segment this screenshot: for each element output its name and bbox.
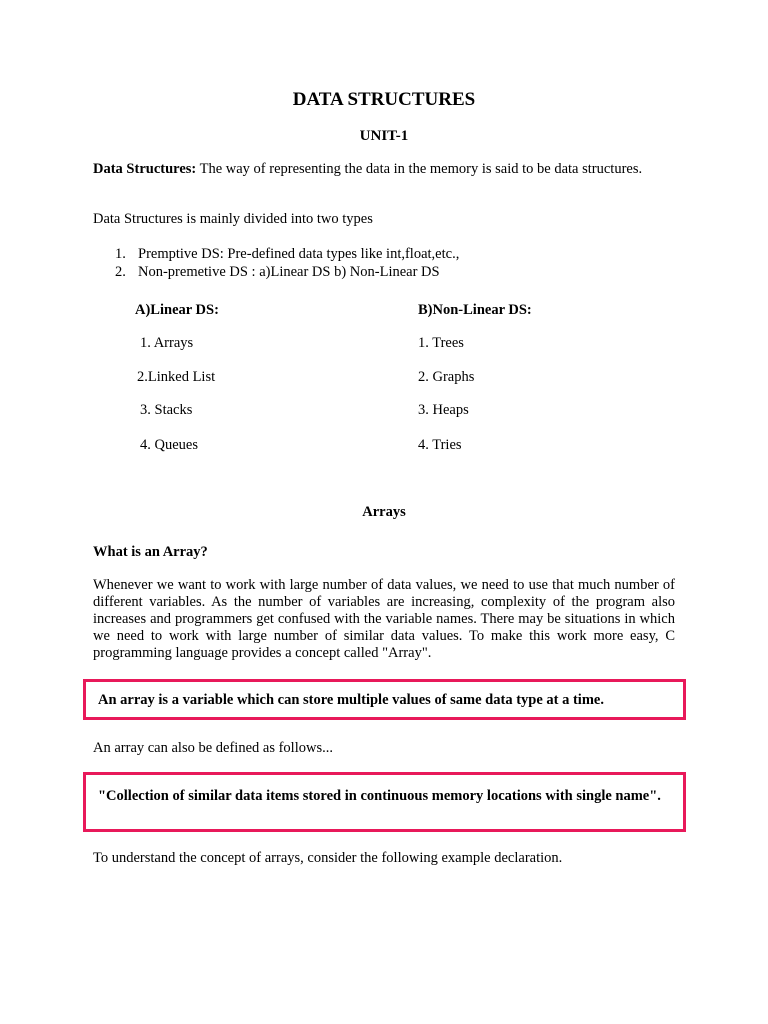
array-definition-box [83,679,686,720]
array-paragraph: Whenever we want to work with large number of data values, we need to use that much number of different variables. As the number of variables are increasing, complexity of the program also increases and programmers get confused with the variable names. There may be situations in which we need to work with large number of similar data values. To make this work more easy, C programming language provides a concept called "Array". [93,577,675,661]
nonlinear-ds-item: 1. Trees [418,335,464,351]
list-item [93,245,693,263]
collection-definition-box [83,772,686,832]
what-is-array-heading: What is an Array? [93,544,208,560]
linear-ds-item: 1. Arrays [140,335,194,351]
definition-paragraph [93,161,675,178]
also-defined-text: An array can also be defined as follows... [93,740,333,756]
array-definition-text: An array is a variable which can store multiple values of same data type at a time. [98,692,604,708]
arrays-heading: Arrays [362,504,406,520]
types-list [93,245,693,281]
list-item-text: Non-premetive DS : a)Linear DS b) Non-Linear DS [138,264,440,280]
closing-text: To understand the concept of arrays, consider the following example declaration. [93,850,563,866]
linear-ds-item: 3. Stacks [140,402,193,418]
nonlinear-ds-item: 3. Heaps [418,402,469,418]
linear-ds-item: 2.Linked List [137,369,216,385]
list-item [93,263,693,281]
linear-ds-heading: A)Linear DS: [135,302,219,318]
nonlinear-ds-item: 2. Graphs [418,369,475,385]
linear-ds-item: 4. Queues [140,437,198,453]
types-intro: Data Structures is mainly divided into two types [93,211,373,227]
collection-definition-text: "Collection of similar data items stored in continuous memory locations with single name". [98,788,661,804]
nonlinear-ds-item: 4. Tries [418,437,462,453]
list-item-number: 1. [115,246,126,262]
nonlinear-ds-heading: B)Non-Linear DS: [418,302,532,318]
definition-term: Data Structures: [93,161,197,177]
list-item-number: 2. [115,264,126,280]
unit-heading: UNIT-1 [359,128,409,144]
list-item-text: Premptive DS: Pre-defined data types like int,float,etc., [138,246,460,262]
definition-text: The way of representing the data in the memory is said to be data structures. [196,161,643,177]
document-title: DATA STRUCTURES [292,89,476,110]
